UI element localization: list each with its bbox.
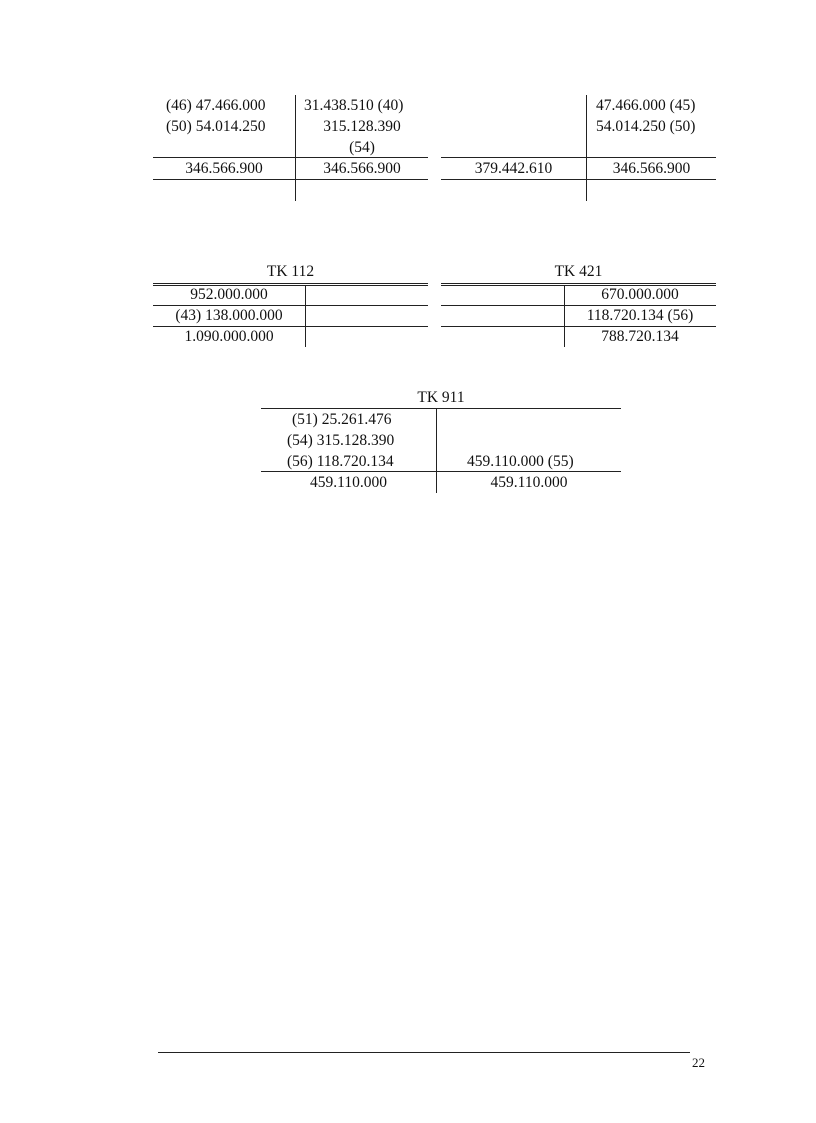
row-line [153,326,428,327]
t-account-divider [295,95,296,201]
t-account-divider [436,408,437,493]
total-line-top [441,157,716,158]
total-line [261,471,621,472]
debit-entry: 952.000.000 [190,286,268,303]
t-account-divider [305,285,306,347]
total-line-bottom [441,179,716,180]
debit-entry: (50) 54.014.250 [166,118,266,135]
title-underline [153,283,428,284]
total-credit: 459.110.000 [490,474,568,491]
total-debit: 459.110.000 [310,474,387,491]
row-line [441,326,716,327]
debit-entry: (56) 118.720.134 [287,453,394,470]
credit-entry: 118.720.134 (56) [586,307,694,324]
total-debit: 346.566.900 [185,160,263,177]
credit-entry: 670.000.000 [601,286,679,303]
title-underline [441,283,716,284]
credit-entry: 47.466.000 (45) [596,97,696,114]
credit-entry: 54.014.250 (50) [596,118,696,135]
total-line-top [153,157,428,158]
row-line [441,305,716,306]
footer-rule [158,1052,690,1053]
page-number: 22 [692,1055,705,1070]
row-line [153,305,428,306]
debit-entry: (54) 315.128.390 [287,432,395,449]
t-account-divider [586,95,587,201]
debit-entry: (43) 138.000.000 [175,307,283,324]
credit-entry: 31.438.510 (40) [304,97,404,114]
debit-entry: (51) 25.261.476 [292,411,392,428]
account-title: TK 911 [417,389,465,406]
t-account-divider [564,285,565,347]
credit-entry: 315.128.390 [323,118,401,135]
total-line-bottom [153,179,428,180]
total-debit: 379.442.610 [474,160,553,177]
debit-entry: (46) 47.466.000 [166,97,266,114]
debit-balance: 1.090.000.000 [184,328,274,345]
total-credit: 346.566.900 [612,160,691,177]
account-title: TK 112 [266,263,315,280]
credit-entry-ref: (54) [349,139,375,156]
credit-balance: 788.720.134 [601,328,679,345]
total-credit: 346.566.900 [323,160,401,177]
account-title: TK 421 [554,263,603,280]
credit-entry: 459.110.000 (55) [467,453,574,470]
title-underline [261,408,621,409]
